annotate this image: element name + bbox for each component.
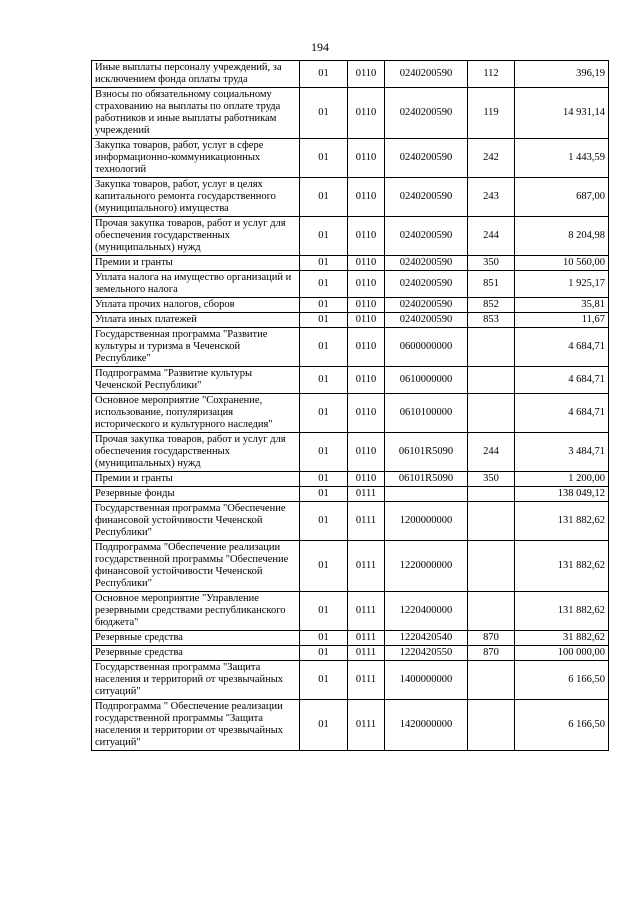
table-row [92,394,609,433]
row-vr-code: 870 [468,646,515,661]
row-vr-code: 870 [468,631,515,646]
row-gr-code: 01 [300,541,348,592]
row-vr-code: 242 [468,139,515,178]
row-cs-code: 0240200590 [385,313,468,328]
table-row [92,367,609,394]
row-name: Государственная программа "Защита населения и территорий от чрезвычайных ситуаций" [92,661,300,700]
row-gr-code: 01 [300,487,348,502]
row-name: Подпрограмма "Обеспечение реализации государственной программы "Обеспечение финансовой устойчивости Чеченской Республики" [92,541,300,592]
table-row [92,646,609,661]
row-gr-code: 01 [300,328,348,367]
row-rz-code: 0110 [348,298,385,313]
row-name: Уплата иных платежей [92,313,300,328]
row-name: Резервные средства [92,631,300,646]
row-amount: 1 925,17 [515,271,609,298]
row-cs-code: 0240200590 [385,217,468,256]
row-gr-code: 01 [300,700,348,751]
row-rz-code: 0111 [348,661,385,700]
row-amount: 14 931,14 [515,88,609,139]
row-rz-code: 0110 [348,61,385,88]
table-row [92,178,609,217]
row-name: Уплата налога на имущество организаций и земельного налога [92,271,300,298]
row-vr-code: 853 [468,313,515,328]
row-name: Основное мероприятие "Управление резервными средствами республиканского бюджета" [92,592,300,631]
row-rz-code: 0110 [348,256,385,271]
row-gr-code: 01 [300,394,348,433]
row-rz-code: 0111 [348,541,385,592]
row-name: Прочая закупка товаров, работ и услуг для обеспечения государственных (муниципальных) нужд [92,217,300,256]
row-vr-code [468,367,515,394]
row-name: Иные выплаты персоналу учреждений, за исключением фонда оплаты труда [92,61,300,88]
row-cs-code: 0240200590 [385,139,468,178]
table-row [92,661,609,700]
row-gr-code: 01 [300,661,348,700]
row-gr-code: 01 [300,313,348,328]
row-vr-code [468,700,515,751]
row-cs-code: 0240200590 [385,298,468,313]
row-amount: 131 882,62 [515,541,609,592]
row-amount: 3 484,71 [515,433,609,472]
row-cs-code: 0240200590 [385,178,468,217]
row-vr-code: 243 [468,178,515,217]
row-gr-code: 01 [300,433,348,472]
row-amount: 8 204,98 [515,217,609,256]
row-vr-code: 350 [468,256,515,271]
row-rz-code: 0111 [348,700,385,751]
row-amount: 100 000,00 [515,646,609,661]
row-vr-code: 119 [468,88,515,139]
row-gr-code: 01 [300,646,348,661]
row-cs-code: 1420000000 [385,700,468,751]
row-cs-code: 0240200590 [385,271,468,298]
row-rz-code: 0110 [348,271,385,298]
table-row [92,271,609,298]
row-amount: 4 684,71 [515,328,609,367]
row-vr-code [468,541,515,592]
row-cs-code: 06101R5090 [385,472,468,487]
row-amount: 131 882,62 [515,592,609,631]
row-vr-code: 851 [468,271,515,298]
row-name: Подпрограмма "Развитие культуры Чеченской Республики" [92,367,300,394]
table-row [92,541,609,592]
row-gr-code: 01 [300,178,348,217]
row-amount: 11,67 [515,313,609,328]
row-rz-code: 0110 [348,217,385,256]
table-row [92,88,609,139]
row-gr-code: 01 [300,61,348,88]
row-rz-code: 0110 [348,367,385,394]
row-name: Премии и гранты [92,472,300,487]
table-row [92,433,609,472]
row-gr-code: 01 [300,592,348,631]
row-gr-code: 01 [300,139,348,178]
row-name: Подпрограмма " Обеспечение реализации государственной программы "Защита населения и территории от чрезвычайных ситуаций" [92,700,300,751]
row-amount: 31 882,62 [515,631,609,646]
row-cs-code: 1220400000 [385,592,468,631]
row-rz-code: 0110 [348,313,385,328]
row-cs-code: 0240200590 [385,61,468,88]
row-cs-code: 0610000000 [385,367,468,394]
row-rz-code: 0110 [348,433,385,472]
row-amount: 1 200,00 [515,472,609,487]
row-gr-code: 01 [300,631,348,646]
row-name: Закупка товаров, работ, услуг в сфере информационно-коммуникационных технологий [92,139,300,178]
row-name: Прочая закупка товаров, работ и услуг для обеспечения государственных (муниципальных) нужд [92,433,300,472]
row-amount: 1 443,59 [515,139,609,178]
row-amount: 687,00 [515,178,609,217]
row-rz-code: 0110 [348,139,385,178]
table-row [92,592,609,631]
row-amount: 131 882,62 [515,502,609,541]
row-cs-code: 0240200590 [385,88,468,139]
row-vr-code: 244 [468,433,515,472]
row-rz-code: 0110 [348,394,385,433]
row-vr-code: 244 [468,217,515,256]
table-row [92,139,609,178]
budget-table [91,60,609,751]
row-cs-code [385,487,468,502]
row-rz-code: 0111 [348,502,385,541]
row-vr-code [468,592,515,631]
row-cs-code: 0240200590 [385,256,468,271]
row-name: Резервные средства [92,646,300,661]
table-row [92,472,609,487]
row-cs-code: 0610100000 [385,394,468,433]
row-gr-code: 01 [300,367,348,394]
row-gr-code: 01 [300,271,348,298]
row-vr-code: 852 [468,298,515,313]
row-gr-code: 01 [300,88,348,139]
row-name: Основное мероприятие "Сохранение, использование, популяризация исторического и культурного наследия" [92,394,300,433]
row-cs-code: 06101R5090 [385,433,468,472]
row-amount: 4 684,71 [515,394,609,433]
row-vr-code [468,328,515,367]
row-amount: 35,81 [515,298,609,313]
table-row [92,256,609,271]
row-rz-code: 0111 [348,646,385,661]
row-amount: 6 166,50 [515,700,609,751]
table-row [92,217,609,256]
row-amount: 6 166,50 [515,661,609,700]
row-gr-code: 01 [300,298,348,313]
table-row [92,502,609,541]
table-row [92,328,609,367]
table-row [92,700,609,751]
row-gr-code: 01 [300,502,348,541]
row-vr-code [468,661,515,700]
row-name: Закупка товаров, работ, услуг в целях капитального ремонта государственного (муниципального) имущества [92,178,300,217]
page-number: 194 [311,40,329,54]
row-vr-code [468,394,515,433]
row-cs-code: 1220000000 [385,541,468,592]
table-row [92,487,609,502]
row-amount: 4 684,71 [515,367,609,394]
row-rz-code: 0111 [348,631,385,646]
row-rz-code: 0110 [348,328,385,367]
table-row [92,298,609,313]
row-amount: 396,19 [515,61,609,88]
row-gr-code: 01 [300,472,348,487]
table-row [92,313,609,328]
row-rz-code: 0110 [348,88,385,139]
row-name: Уплата прочих налогов, сборов [92,298,300,313]
row-rz-code: 0111 [348,487,385,502]
row-cs-code: 1200000000 [385,502,468,541]
row-amount: 10 560,00 [515,256,609,271]
row-name: Взносы по обязательному социальному страхованию на выплаты по оплате труда работников и иные выплаты работникам учреждений [92,88,300,139]
row-rz-code: 0111 [348,592,385,631]
row-amount: 138 049,12 [515,487,609,502]
row-vr-code [468,487,515,502]
row-name: Государственная программа "Развитие культуры и туризма в Чеченской Республике" [92,328,300,367]
row-gr-code: 01 [300,256,348,271]
table-row [92,61,609,88]
row-name: Государственная программа "Обеспечение финансовой устойчивости Чеченской Республики" [92,502,300,541]
row-cs-code: 1400000000 [385,661,468,700]
row-vr-code [468,502,515,541]
row-cs-code: 0600000000 [385,328,468,367]
row-rz-code: 0110 [348,178,385,217]
table-row [92,631,609,646]
row-vr-code: 112 [468,61,515,88]
row-cs-code: 1220420550 [385,646,468,661]
row-name: Резервные фонды [92,487,300,502]
row-vr-code: 350 [468,472,515,487]
row-gr-code: 01 [300,217,348,256]
row-name: Премии и гранты [92,256,300,271]
row-cs-code: 1220420540 [385,631,468,646]
row-rz-code: 0110 [348,472,385,487]
